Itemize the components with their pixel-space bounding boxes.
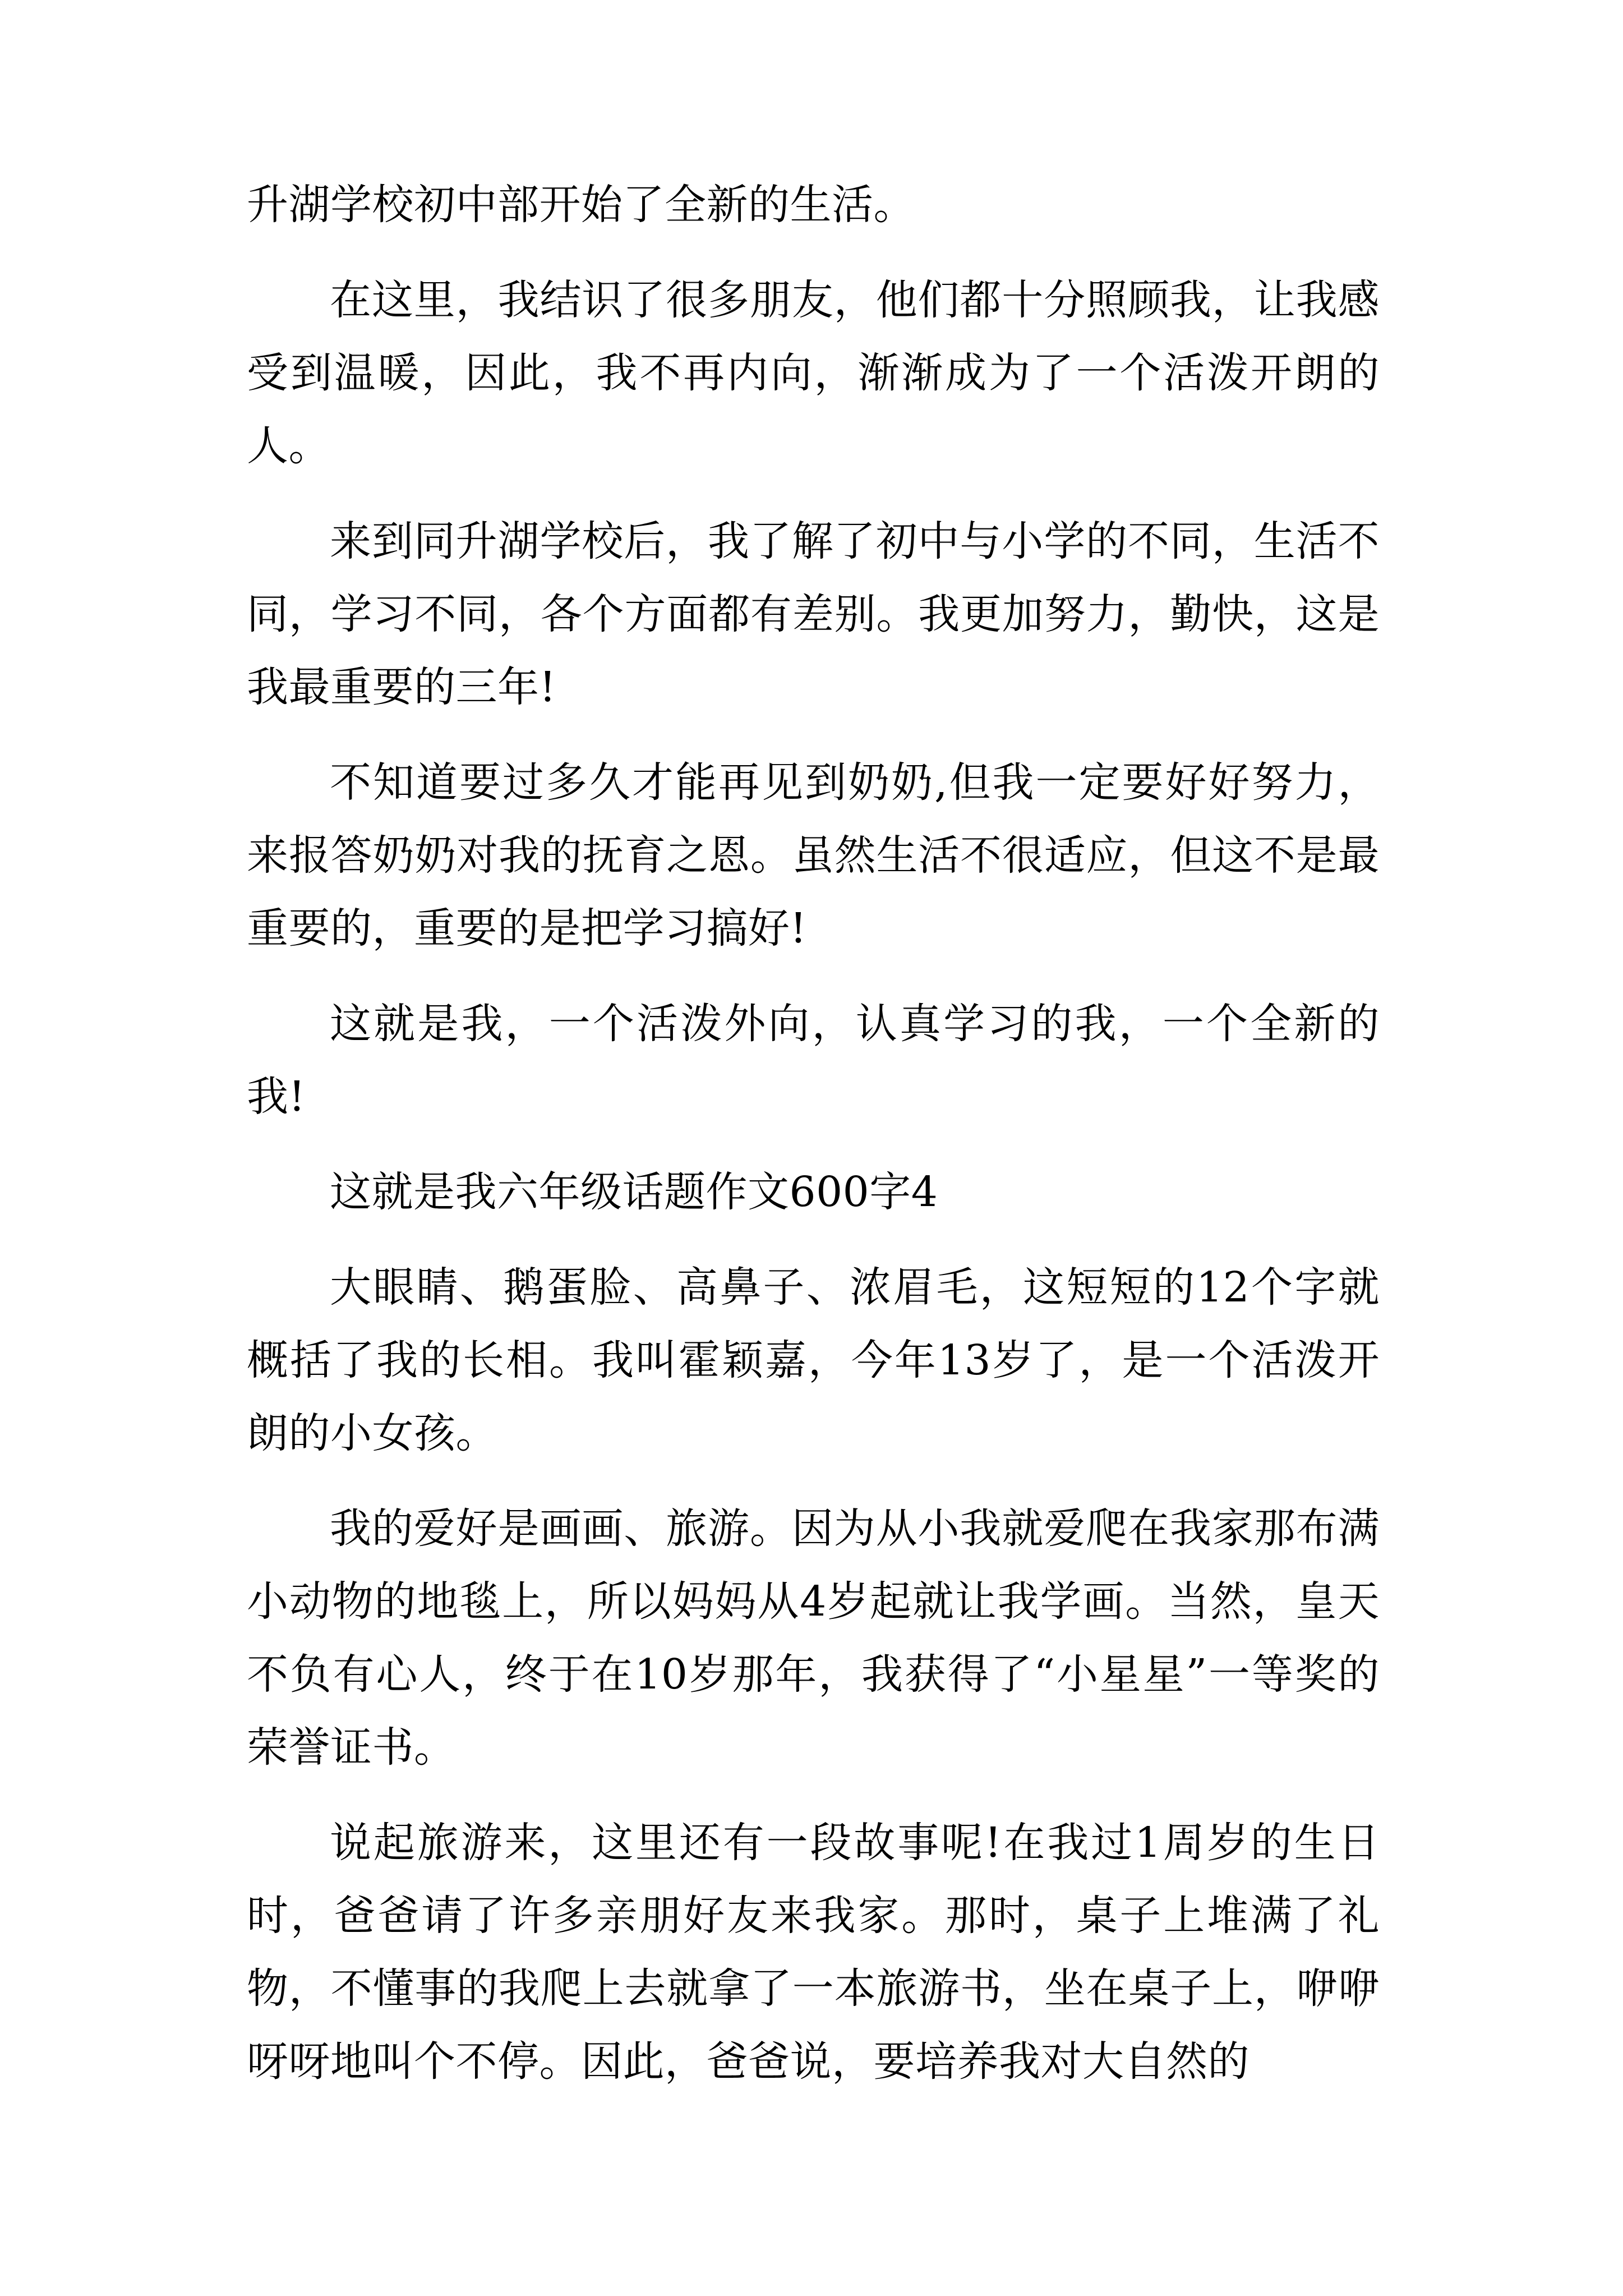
paragraph: 这就是我，一个活泼外向，认真学习的我，一个全新的我! xyxy=(247,1000,1380,1121)
paragraph: 不知道要过多久才能再见到奶奶,但我一定要好好努力，来报答奶奶对我的抚育之恩。虽然生活不很适应，但这不是最重要的，重要的是把学习搞好! xyxy=(247,758,1380,953)
paragraph: 说起旅游来，这里还有一段故事呢!在我过1周岁的生日时，爸爸请了许多亲朋好友来我家。那时，桌子上堆满了礼物，不懂事的我爬上去就拿了一本旅游书，坐在桌子上，咿咿呀呀地叫个不停。因此，爸爸说，要培养我对大自然的 xyxy=(247,1819,1380,2086)
paragraph: 在这里，我结识了很多朋友，他们都十分照顾我，让我感受到温暖，因此，我不再内向，渐渐成为了一个活泼开朗的人。 xyxy=(247,276,1380,470)
paragraph-continuation: 升湖学校初中部开始了全新的生活。 xyxy=(247,181,915,229)
paragraph: 来到同升湖学校后，我了解了初中与小学的不同，生活不同，学习不同，各个方面都有差别。我更加努力，勤快，这是我最重要的三年! xyxy=(247,517,1380,711)
paragraph: 我的爱好是画画、旅游。因为从小我就爱爬在我家那布满小动物的地毯上，所以妈妈从4岁起就让我学画。当然，皇天不负有心人，终于在10岁那年，我获得了“小星星”一等奖的荣誉证书。 xyxy=(247,1504,1380,1772)
document-body xyxy=(247,168,1380,2120)
paragraph: 大眼睛、鹅蛋脸、高鼻子、浓眉毛，这短短的12个字就概括了我的长相。我叫霍颖嘉，今年13岁了，是一个活泼开朗的小女孩。 xyxy=(247,1263,1380,1457)
section-heading: 这就是我六年级话题作文600字4 xyxy=(330,1168,938,1216)
